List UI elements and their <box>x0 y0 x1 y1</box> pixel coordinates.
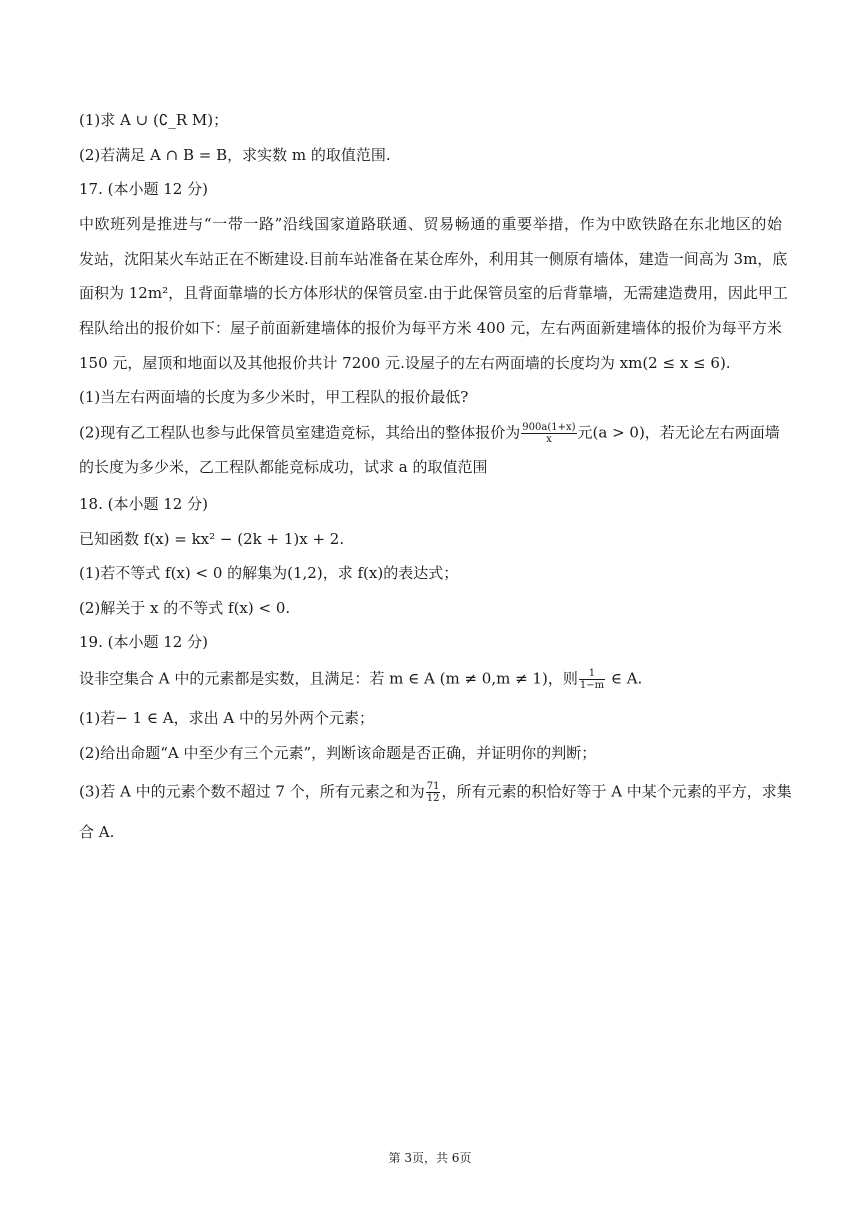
q19-part3-text: (3)若 A 中的元素个数不超过 7 个，所有元素之和为 <box>79 782 425 801</box>
q18-part2: (2)解关于 x 的不等式 f(x) < 0. <box>79 599 291 617</box>
fraction-denominator: x <box>546 434 552 445</box>
page-number: 第 3页，共 6页 <box>388 1151 472 1165</box>
q19-part3 <box>79 781 792 804</box>
fraction-denominator: 12 <box>426 793 440 804</box>
fraction-numerator: 900a(1+x) <box>522 422 576 433</box>
q17-part1: (1)当左右两面墙的长度为多少米时，甲工程队的报价最低? <box>79 388 469 406</box>
q17-price-fraction <box>521 422 576 445</box>
q17-text-line: 150 元，屋顶和地面以及其他报价共计 7200 元.设屋子的左右两面墙的长度均为 xm(2 ≤ x ≤ 6). <box>79 354 731 372</box>
q17-part2 <box>79 422 780 445</box>
q19-fraction <box>579 668 605 691</box>
q17-part2-text: 元(a > 0)，若无论左右两面墙 <box>577 423 780 442</box>
q17-heading: 17. (本小题 12 分) <box>79 180 208 198</box>
q17-part2-text: (2)现有乙工程队也参与此保管员室建造竞标，其给出的整体报价为 <box>79 423 521 442</box>
q18-heading: 18. (本小题 12 分) <box>79 495 208 513</box>
q19-premise-text: ∈ A. <box>606 669 643 688</box>
fraction-numerator: 1 <box>579 668 605 680</box>
q19-premise <box>79 668 642 691</box>
q17-text-line: 面积为 12m²，且背面靠墙的长方体形状的保管员室.由于此保管员室的后背靠墙，无需建造费用，因此甲工 <box>79 284 788 302</box>
q19-premise-text: 设非空集合 A 中的元素都是实数，且满足：若 m ∈ A (m ≠ 0,m ≠ 1)，则 <box>79 669 578 688</box>
q17-text-line: 程队给出的报价如下：屋子前面新建墙体的报价为每平方米 400 元，左右两面新建墙体的报价为每平方米 <box>79 319 782 337</box>
q19-part1: (1)若− 1 ∈ A，求出 A 中的另外两个元素； <box>79 709 374 727</box>
q17-part2-cont: 的长度为多少米，乙工程队都能竞标成功，试求 a 的取值范围 <box>79 458 488 476</box>
q19-heading: 19. (本小题 12 分) <box>79 633 208 651</box>
q19-sum-fraction <box>426 781 441 804</box>
q18-function: 已知函数 f(x) = kx² − (2k + 1)x + 2. <box>79 530 345 548</box>
q16-part2: (2)若满足 A ∩ B = B，求实数 m 的取值范围. <box>79 146 391 164</box>
fraction-numerator: 71 <box>426 781 440 792</box>
fraction-denominator: 1−m <box>579 680 605 691</box>
q17-text-line: 中欧班列是推进与“一带一路”沿线国家道路联通、贸易畅通的重要举措，作为中欧铁路在东北地区的始 <box>79 215 782 233</box>
q19-part3-text: ，所有元素的积恰好等于 A 中某个元素的平方，求集 <box>441 782 792 801</box>
q19-part3-cont: 合 A. <box>79 823 115 841</box>
q16-part1: (1)求 A ∪ (∁_R M)； <box>79 111 229 129</box>
q19-part2: (2)给出命题“A 中至少有三个元素”，判断该命题是否正确，并证明你的判断； <box>79 744 597 762</box>
q18-part1: (1)若不等式 f(x) < 0 的解集为(1,2)，求 f(x)的表达式； <box>79 564 459 582</box>
q17-text-line: 发站，沈阳某火车站正在不断建设.目前车站准备在某仓库外，利用其一侧原有墙体，建造一间高为 3m，底 <box>79 250 788 268</box>
